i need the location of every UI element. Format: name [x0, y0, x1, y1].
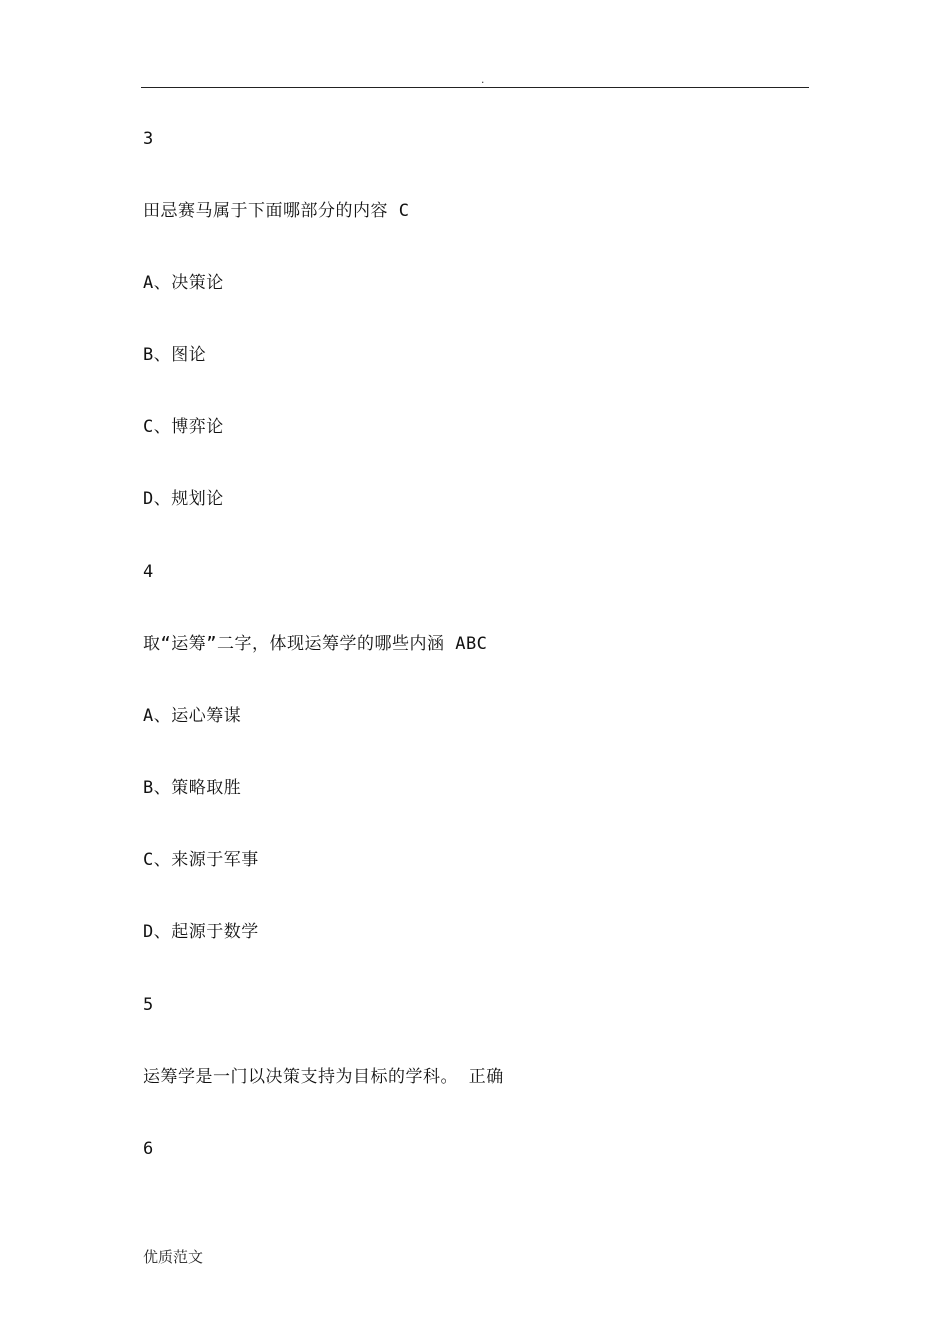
question-3-option-d: D、规划论 — [143, 489, 224, 509]
question-number-4: 4 — [143, 562, 154, 582]
question-5-text: 运筹学是一门以决策支持为目标的学科。 正确 — [143, 1067, 504, 1087]
question-3-option-c: C、博弈论 — [143, 417, 224, 437]
question-4-option-c: C、来源于军事 — [143, 850, 259, 870]
question-4-option-a: A、运心筹谋 — [143, 706, 242, 726]
question-4-option-b: B、策略取胜 — [143, 778, 242, 798]
question-3-option-b: B、图论 — [143, 345, 207, 365]
question-3-text: 田忌赛马属于下面哪部分的内容 C — [143, 201, 410, 221]
question-number-5: 5 — [143, 995, 154, 1015]
header-rule — [141, 87, 809, 88]
header-mark: . — [480, 76, 486, 86]
question-4-option-d: D、起源于数学 — [143, 922, 259, 942]
question-number-6: 6 — [143, 1139, 154, 1159]
footer-text: 优质范文 — [143, 1248, 204, 1266]
question-number-3: 3 — [143, 129, 154, 149]
question-3-option-a: A、决策论 — [143, 273, 224, 293]
question-4-text: 取“运筹”二字，体现运筹学的哪些内涵 ABC — [143, 634, 488, 654]
